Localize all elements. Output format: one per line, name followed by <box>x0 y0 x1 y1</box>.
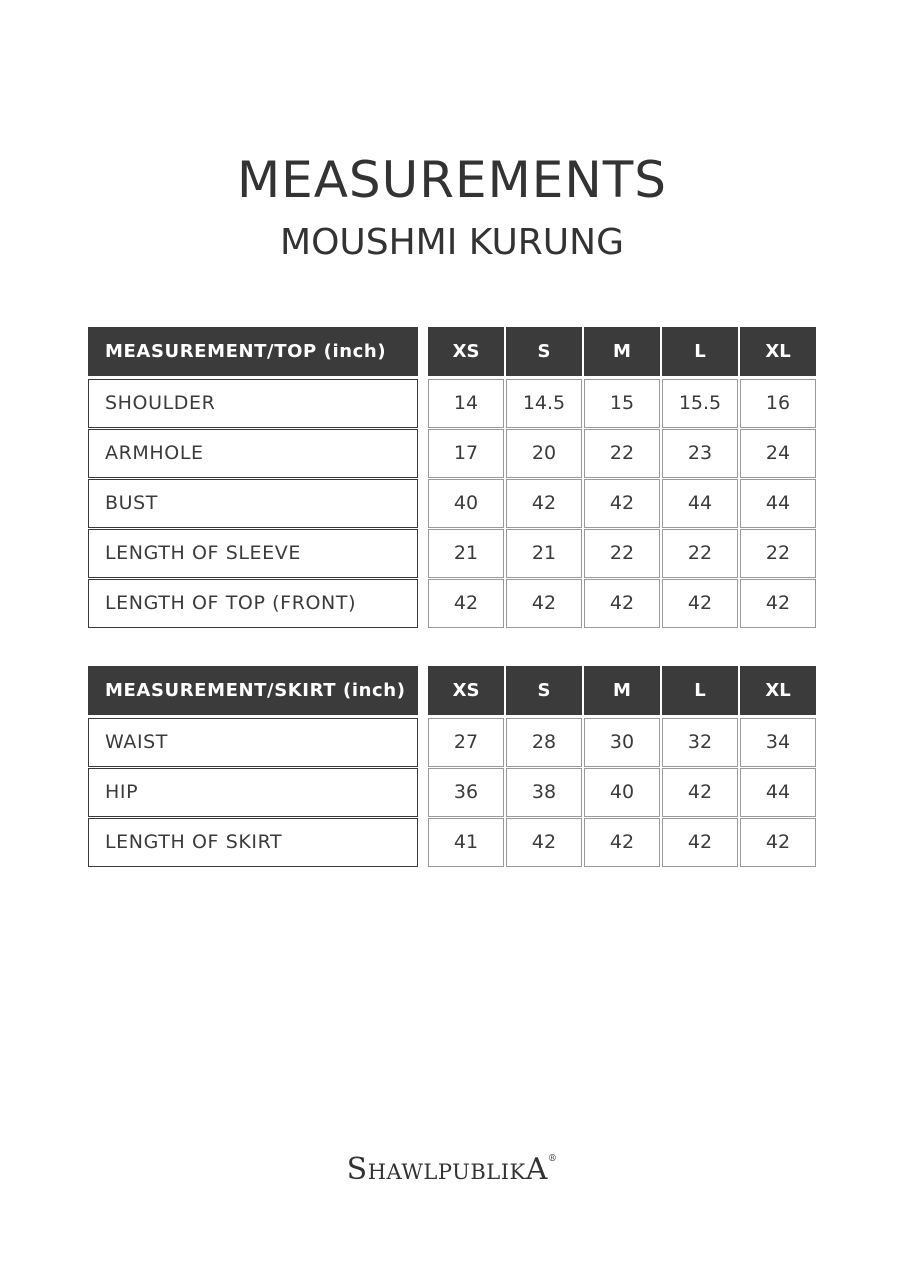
value-cell: 42 <box>506 579 582 628</box>
value-cell: 17 <box>428 429 504 478</box>
table-row <box>88 379 818 428</box>
value-cell: 40 <box>584 768 660 817</box>
table-header-row <box>88 327 818 375</box>
value-cell: 44 <box>740 768 816 817</box>
table-header-row <box>88 666 818 714</box>
table-row <box>88 529 818 578</box>
size-header-xl: XL <box>740 327 816 376</box>
table-row <box>88 768 818 817</box>
value-cell: 27 <box>428 718 504 767</box>
table-row <box>88 718 818 767</box>
table-row <box>88 479 818 528</box>
value-cell: 22 <box>740 529 816 578</box>
value-cell: 24 <box>740 429 816 478</box>
size-header-m: M <box>584 666 660 715</box>
table-header-label: MEASUREMENT/SKIRT (inch) <box>88 666 418 715</box>
value-cell: 40 <box>428 479 504 528</box>
brand-logo: SHAWLPUBLIKA® <box>346 1152 558 1187</box>
size-header-xs: XS <box>428 666 504 715</box>
value-cell: 36 <box>428 768 504 817</box>
value-cell: 42 <box>740 818 816 867</box>
value-cell: 42 <box>506 479 582 528</box>
value-cell: 42 <box>662 579 738 628</box>
value-cell: 22 <box>584 529 660 578</box>
value-cell: 38 <box>506 768 582 817</box>
value-cell: 16 <box>740 379 816 428</box>
value-cell: 42 <box>506 818 582 867</box>
value-cell: 28 <box>506 718 582 767</box>
size-header-l: L <box>662 327 738 376</box>
value-cell: 44 <box>662 479 738 528</box>
row-label: ARMHOLE <box>88 429 418 478</box>
value-cell: 14.5 <box>506 379 582 428</box>
row-label: SHOULDER <box>88 379 418 428</box>
row-label: WAIST <box>88 718 418 767</box>
value-cell: 42 <box>428 579 504 628</box>
size-header-xl: XL <box>740 666 816 715</box>
table-row <box>88 818 818 867</box>
value-cell: 21 <box>506 529 582 578</box>
value-cell: 15.5 <box>662 379 738 428</box>
value-cell: 32 <box>662 718 738 767</box>
size-header-m: M <box>584 327 660 376</box>
table-header-label: MEASUREMENT/TOP (inch) <box>88 327 418 376</box>
skirt-measurement-table <box>88 666 818 868</box>
size-header-s: S <box>506 327 582 376</box>
row-label: BUST <box>88 479 418 528</box>
row-label: LENGTH OF TOP (FRONT) <box>88 579 418 628</box>
value-cell: 42 <box>740 579 816 628</box>
size-header-s: S <box>506 666 582 715</box>
value-cell: 15 <box>584 379 660 428</box>
row-label: HIP <box>88 768 418 817</box>
value-cell: 22 <box>584 429 660 478</box>
size-header-xs: XS <box>428 327 504 376</box>
value-cell: 44 <box>740 479 816 528</box>
value-cell: 34 <box>740 718 816 767</box>
value-cell: 14 <box>428 379 504 428</box>
page-title: MEASUREMENTS <box>236 151 668 209</box>
value-cell: 41 <box>428 818 504 867</box>
value-cell: 42 <box>662 768 738 817</box>
value-cell: 42 <box>584 818 660 867</box>
table-row <box>88 429 818 478</box>
value-cell: 21 <box>428 529 504 578</box>
table-row <box>88 579 818 628</box>
row-label: LENGTH OF SKIRT <box>88 818 418 867</box>
value-cell: 30 <box>584 718 660 767</box>
row-label: LENGTH OF SLEEVE <box>88 529 418 578</box>
value-cell: 42 <box>584 479 660 528</box>
value-cell: 42 <box>584 579 660 628</box>
page-subtitle: MOUSHMI KURUNG <box>280 222 624 263</box>
value-cell: 20 <box>506 429 582 478</box>
value-cell: 22 <box>662 529 738 578</box>
value-cell: 23 <box>662 429 738 478</box>
value-cell: 42 <box>662 818 738 867</box>
size-header-l: L <box>662 666 738 715</box>
top-measurement-table <box>88 327 818 629</box>
